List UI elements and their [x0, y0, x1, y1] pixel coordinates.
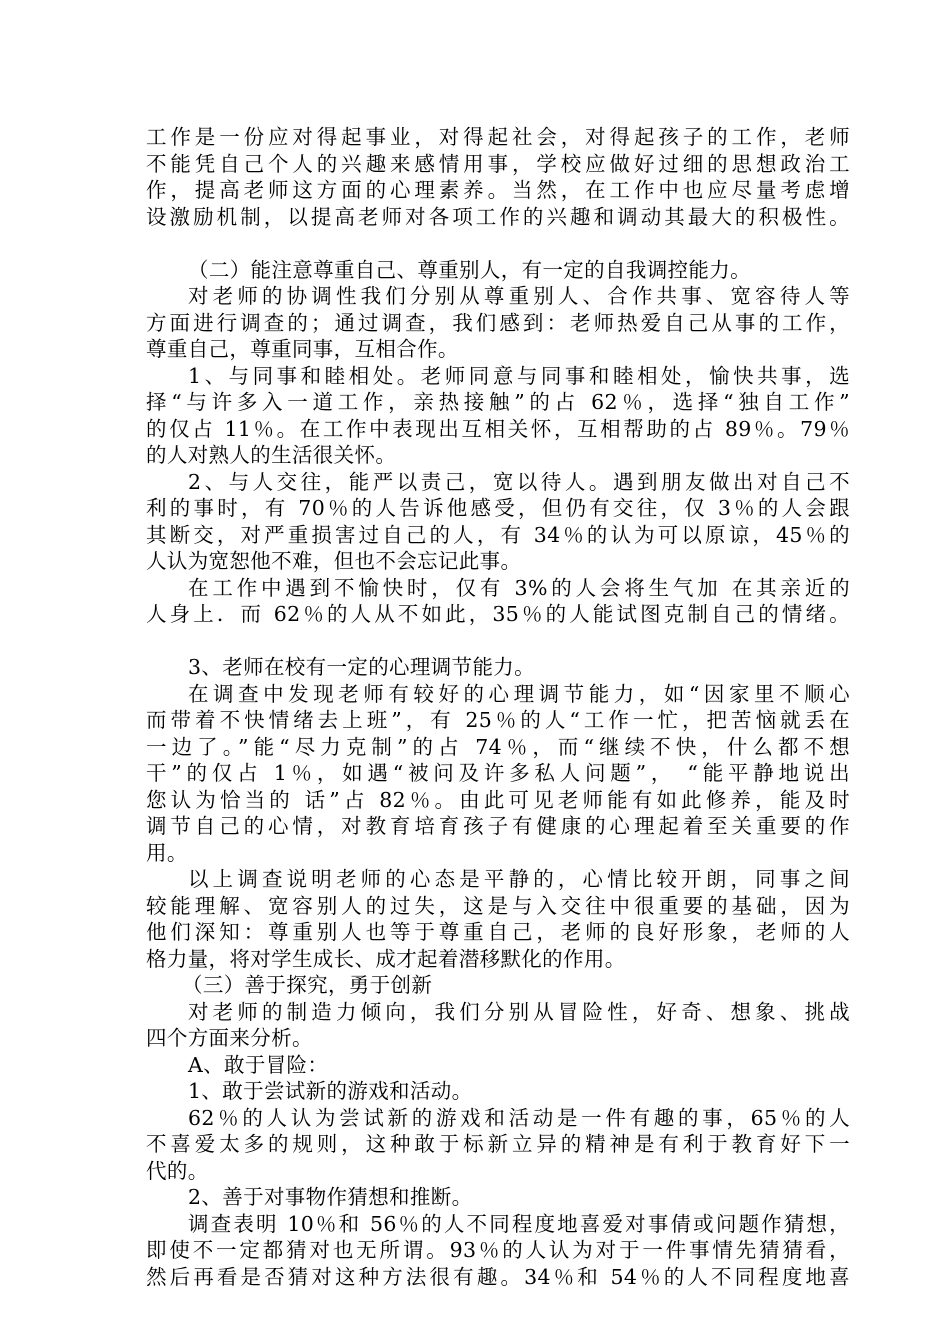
text-line: 的人对熟人的生活很关怀。 [146, 443, 397, 467]
text-line: 其断交，对严重损害过自己的人，有 34％的认为可以原谅，45％的 [146, 522, 850, 547]
text-line: 3、老师在校有一定的心理调节能力。 [188, 655, 535, 679]
text-line: 择“与许多入一道工作，亲热接触”的占 62％，选择“独自工作” [146, 390, 850, 414]
text-line: 2、与人交往，能严以责己，宽以待人。遇到朋友做出对自己不 [188, 469, 850, 494]
text-line: 人认为宽恕他不难，但也不会忘记此事。 [146, 549, 522, 573]
text-line: 即使不一定都猜对也无所谓。93％的人认为对于一件事情先猜猜看， [146, 1238, 850, 1262]
text-line: 工作是一份应对得起事业，对得起社会，对得起孩子的工作，老师 [146, 125, 850, 149]
section-heading-3: （三）善于探究，勇于创新 [182, 973, 433, 997]
blank-line [146, 628, 850, 655]
text-line: 设激励机制，以提高老师对各项工作的兴趣和调动其最大的积极性。 [146, 204, 850, 229]
text-line: 一边了。”能“尽力克制”的占 74％，而“继续不快，什么都不想 [146, 734, 850, 759]
text-line: 尊重自己，尊重同事，互相合作。 [146, 337, 459, 361]
text-line: 调节自己的心情，对教育培育孩子有健康的心理起着至关重要的作 [146, 814, 850, 838]
text-line: 利的事时，有 70％的人告诉他感受，但仍有交往，仅 3％的人会跟 [146, 496, 850, 520]
blank-line [146, 230, 850, 257]
text-line: 方面进行调查的；通过调查，我们感到：老师热爱自己从事的工作， [146, 310, 850, 335]
text-line: 然后再看是否猜对这种方法很有趣。34％和 54％的人不同程度地喜 [146, 1264, 850, 1289]
text-line: 人身上．而 62％的人从不如此，35％的人能试图克制自己的情绪。 [146, 602, 850, 626]
text-line: 干”的仅占 1％，如遇“被问及许多私人问题”， “能平静地说出 [146, 761, 850, 785]
text-line: 您认为恰当的 话”占 82％。由此可见老师能有如此修养，能及时 [146, 787, 850, 812]
text-line: 在工作中遇到不愉快时，仅有 3%的人会将生气加 在其亲近的 [188, 575, 850, 600]
text-line: 用。 [146, 840, 188, 865]
text-line: 调查表明 10％和 56％的人不同程度地喜爱对事倩或问题作猜想， [188, 1211, 850, 1236]
text-line: 对老师的协调性我们分别从尊重别人、合作共事、宽容待人等 [188, 284, 850, 308]
text-line: 不喜爱太多的规则，这种敢于标新立异的精神是有利于教育好下一 [146, 1132, 850, 1156]
text-line: 代的。 [146, 1158, 209, 1183]
text-line: 2、善于对事物作猜想和推断。 [188, 1185, 473, 1209]
text-line: 1、与同事和睦相处。老师同意与同事和睦相处，愉快共事，选 [188, 363, 850, 388]
text-line: 四个方面来分析。 [146, 1026, 313, 1050]
text-line: 对老师的制造力倾向，我们分别从冒险性，好奇、想象、挑战 [188, 999, 850, 1024]
text-line: 而带着不快情绪去上班”，有 25％的人“工作一忙，把苦恼就丢在 [146, 708, 850, 732]
text-line: 他们深知：尊重别人也等于尊重自己，老师的良好形象，老师的人 [146, 920, 850, 944]
subheading-a: A、敢于冒险： [188, 1052, 329, 1077]
text-line: 不能凭自己个人的兴趣来感情用事，学校应做好过细的思想政治工 [146, 151, 850, 176]
text-line: 的仅占 11％。在工作中表现出互相关怀，互相帮助的占 89％。79％ [146, 416, 850, 441]
text-line: 1、敢于尝试新的游戏和活动。 [188, 1079, 473, 1103]
text-line: 在调查中发现老师有较好的心理调节能力，如“因家里不顺心 [188, 681, 850, 706]
section-heading-2: （二）能注意尊重自己、尊重别人，有一定的自我调控能力。 [188, 257, 751, 282]
text-line: 62％的人认为尝试新的游戏和活动是一件有趣的事，65％的人 [188, 1105, 850, 1130]
text-line: 格力量，将对学生成长、成才起着潜移默化的作用。 [146, 946, 626, 971]
text-line: 较能理解、宽容别人的过失，这是与入交往中很重要的基础，因为 [146, 893, 850, 918]
text-line: 作，提高老师这方面的心理素养。当然，在工作中也应尽量考虑增 [146, 178, 850, 202]
text-line: 以上调查说明老师的心态是平静的，心情比较开朗，同事之间 [188, 867, 850, 891]
